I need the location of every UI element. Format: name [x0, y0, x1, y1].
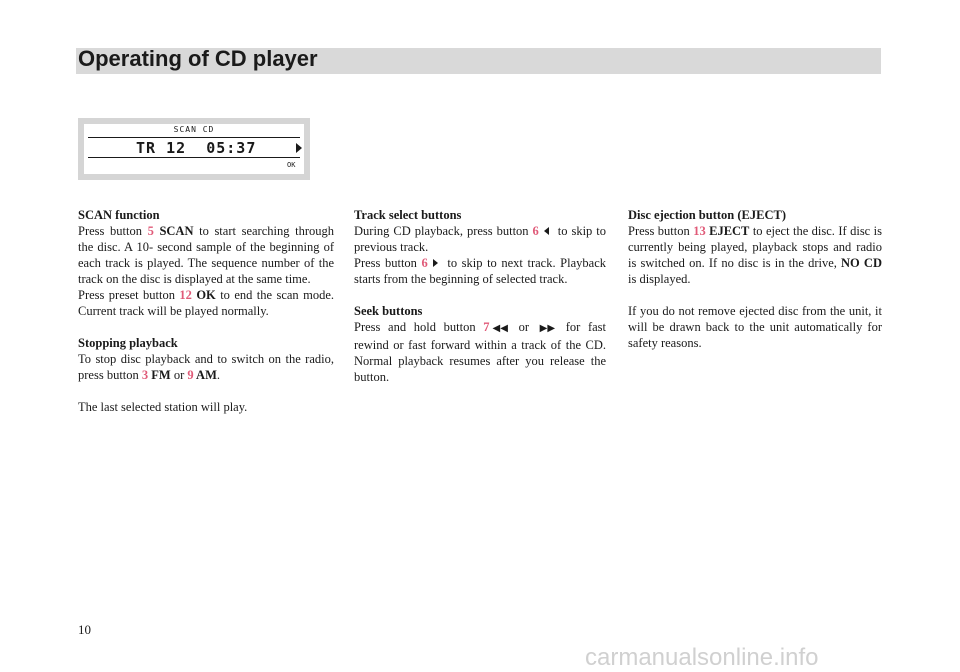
column-left	[78, 207, 334, 415]
scan-heading: SCAN function	[78, 208, 160, 222]
display-screen	[84, 124, 304, 174]
column-middle	[354, 207, 606, 385]
eject-heading: Disc ejection button (EJECT)	[628, 208, 786, 222]
radio-display	[78, 118, 310, 180]
fast-forward-icon: ▶▶	[539, 323, 556, 334]
page-title: Operating of CD player	[78, 46, 318, 71]
rewind-icon: ◀◀	[492, 323, 508, 334]
scan-paragraph: Press button 5 SCAN to start searching through the disc. A 10- second sample of the beginning of each track is played. The sequence number of the track on the disc is displayed at the same time.	[78, 224, 334, 286]
watermark: carmanualsonline.info	[585, 644, 819, 671]
page-number: 10	[78, 622, 91, 637]
track-prev-paragraph: During CD playback, press button 6 to skip to previous track.	[354, 224, 606, 254]
seek-heading: Seek buttons	[354, 304, 423, 318]
scan-end-paragraph: Press preset button 12 OK to end the scan mode. Current track will be played normally.	[78, 288, 334, 318]
title-bar	[76, 48, 881, 74]
eject-safety-note: If you do not remove ejected disc from the unit, it will be drawn back to the unit automatically for safety reasons.	[628, 304, 882, 350]
stop-heading: Stopping playback	[78, 336, 178, 350]
display-track-time: TR 12 05:37	[136, 139, 257, 157]
display-mode-text: SCAN CD	[173, 125, 215, 134]
display-divider	[88, 157, 300, 158]
seek-paragraph: Press and hold button 7 ◀◀ or ▶▶ for fast rewind or fast forward within a track of the CD. Normal playback resumes after you release the button.	[354, 320, 606, 384]
track-heading: Track select buttons	[354, 208, 462, 222]
stop-paragraph: To stop disc playback and to switch on the radio, press button 3 FM or 9 AM.	[78, 352, 334, 382]
right-triangle-icon	[433, 259, 438, 267]
display-divider	[88, 137, 300, 138]
right-triangle-icon	[296, 143, 302, 153]
display-ok-label: OK	[287, 161, 296, 169]
eject-paragraph: Press button 13 EJECT to eject the disc. If disc is currently being played, playback stops and radio is switched on. If no disc is in the drive, NO CD is displayed.	[628, 224, 882, 286]
last-station-note: The last selected station will play.	[78, 400, 248, 414]
track-next-paragraph: Press button 6 to skip to next track. Playback starts from the beginning of selected track.	[354, 256, 606, 286]
column-right	[628, 207, 882, 351]
left-triangle-icon	[544, 227, 549, 235]
